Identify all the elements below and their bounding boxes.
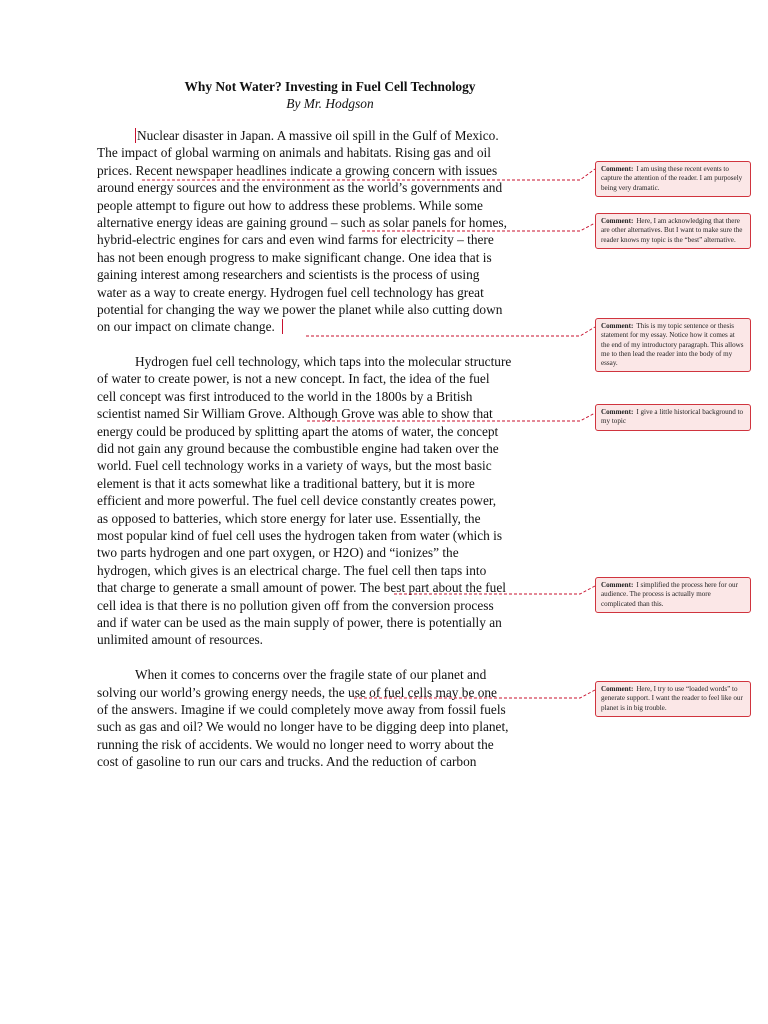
text-line: world. Fuel cell technology works in a variety of ways, but the most basic [97,458,492,474]
text-line: two parts hydrogen and one part oxygen, or H2O) and “ionizes” the [97,545,459,561]
comment-label: Comment: [601,581,634,589]
text-line: hybrid-electric engines for cars and even wind farms for electricity – there [97,232,494,248]
text-line: running the risk of accidents. We would no longer need to worry about the [97,736,494,752]
comment-label: Comment: [601,685,634,693]
text-line: When it comes to concerns over the fragile state of our planet and [135,667,487,683]
text-line: has not been enough progress to make significant change. One idea that is [97,249,492,265]
text-line: energy could be produced by splitting apart the atoms of water, the concept [97,423,499,439]
text-line: water as a way to create energy. Hydrogen fuel cell technology has great [97,284,484,300]
document-byline: By Mr. Hodgson [286,96,374,111]
comment-balloon[interactable] [595,318,751,372]
text-line: on our impact on climate change. [97,318,572,335]
comment-marker[interactable] [135,128,136,143]
text-line: such as gas and oil? We would no longer have to be digging deep into planet, [97,719,509,735]
text-line: Nuclear disaster in Japan. A massive oil spill in the Gulf of Mexico. [137,128,499,143]
document-body [97,127,572,770]
text-line: cost of gasoline to run our cars and trucks. And the reduction of carbon [97,754,477,770]
comment-text: Here, I try to use “loaded words” to generate support. I want the reader to feel like our planet is in big trouble. [601,685,743,712]
text-line: potential for changing the way we power the planet while also cutting down [97,301,503,317]
text-line: most popular kind of fuel cell uses the hydrogen taken from water (which is [97,527,503,543]
comment-balloon[interactable] [595,681,751,717]
comment-marker[interactable] [282,319,283,334]
text-line: cell idea is that there is no pollution given off from the conversion process [97,597,494,613]
text-line: hydrogen, which gives is an electrical charge. The fuel cell then taps into [97,562,487,578]
text-line: Hydrogen fuel cell technology, which taps into the molecular structure [135,354,512,370]
text-line: as opposed to batteries, which store energy for later use. Essentially, the [97,510,481,526]
text-line: scientist named Sir William Grove. Although Grove was able to show that [97,406,493,422]
comment-label: Comment: [601,165,634,173]
document-title: Why Not Water? Investing in Fuel Cell Technology [184,79,476,94]
comment-text: I give a little historical background to my topic [601,408,744,426]
comment-balloon[interactable] [595,213,751,249]
text-line: The impact of global warming on animals and habitats. Rising gas and oil [97,145,491,161]
text-line: gaining interest among researchers and scientists is the process of using [97,267,480,283]
text-line: element is that it acts somewhat like a traditional battery, but it is more [97,475,475,491]
paragraph-gap [97,336,572,353]
text-line: of the answers. Imagine if we could completely move away from fossil fuels [97,701,506,717]
comment-balloon[interactable] [595,577,751,613]
comment-label: Comment: [601,408,634,416]
comment-text: I am using these recent events to capture the attention of the reader. I am purposely being very dramatic. [601,165,743,192]
comment-balloon[interactable] [595,161,751,197]
comment-label: Comment: [601,217,634,225]
text-line: that charge to generate a small amount of power. The best part about the fuel [97,580,506,596]
comment-balloon[interactable] [595,404,751,431]
paragraph-gap [97,649,572,666]
text-line: cell concept was first introduced to the world in the 1800s by a British [97,388,473,404]
text-line: alternative energy ideas are gaining ground – such as solar panels for homes, [97,214,507,230]
text-line: people attempt to figure out how to address these problems. While some [97,197,483,213]
text-line: around energy sources and the environment as the world’s governments and [97,180,503,196]
comment-text: Here, I am acknowledging that there are other alternatives. But I want to make sure the reader knows my topic is the “best” alternative. [601,217,743,244]
comment-text: This is my topic sentence or thesis statement for my essay. Notice how it comes at the end of my introductory paragraph. This allows me to then lead the reader into the body of my essay. [601,322,744,368]
comment-text: I simplified the process here for our audience. The process is actually more complicated than this. [601,581,738,608]
text-line: and if water can be used as the main supply of power, there is potentially an [97,614,502,630]
text-line: prices. Recent newspaper headlines indicate a growing concern with issues [97,162,498,178]
text-line: efficient and more powerful. The fuel cell device constantly creates power, [97,493,497,509]
text-line: solving our world’s growing energy needs, the use of fuel cells may be one [97,684,497,700]
text-line: did not gain any ground because the combustible engine had taken over the [97,441,499,457]
comment-label: Comment: [601,322,634,330]
text-line: unlimited amount of resources. [97,632,264,648]
text-line: of water to create power, is not a new concept. In fact, the idea of the fuel [97,371,490,387]
